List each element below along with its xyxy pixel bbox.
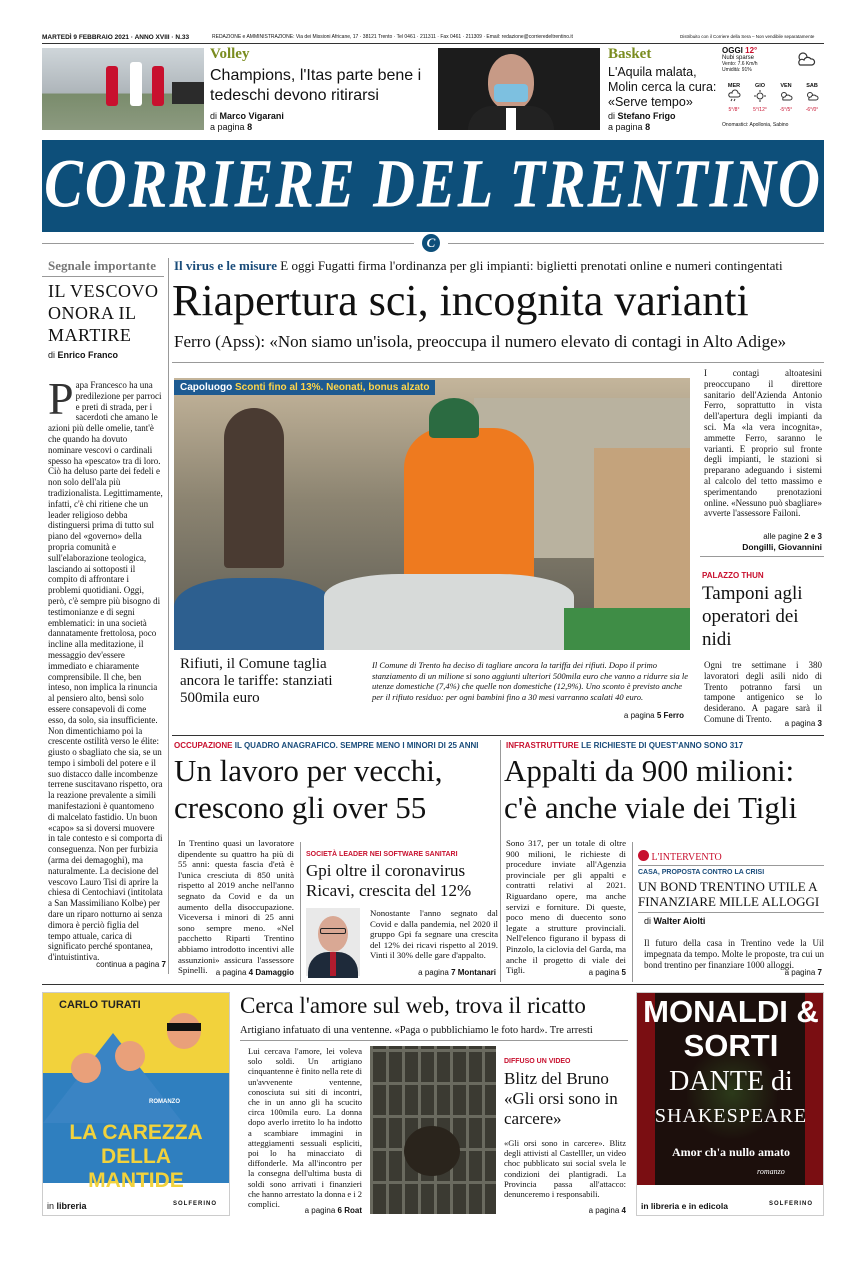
volley-headline[interactable]: Champions, l'Itas parte bene i tedeschi devono ritirarsi [210,67,422,104]
ricatto-text: Lui cercava l'amore, lei voleva solo soldi. Un artigiano cinquantenne è finito nella rete di un'avvenente ventenne, conosciuta sui siti di incontri, che in un anno gli ha scucito circa 100mila euro. La donna dopo averlo irretito lo ha indotto a scambiare immagini in atteggiamenti sessuali espliciti, poi lo ha minacciato di diffonderle. Ma all'incontro per la consegna dell'ultima busta di soldi sono arrivati i finanzieri che hanno arrestato la donna e i 2 complici. [248,1046,362,1210]
gpi-page-ref[interactable]: a pagina 7 Montanari [418,968,496,977]
main-side-text: I contagi altoatesini preoccupano il direttore sanitario dell'Azienda Antonio Ferro, soprattutto in vista dell'apertura degli impianti da sci. Ma «la vera incognita», ammette Ferro, saranno le varianti. E proprio sul fronte degli impianti, le stazioni si preparano adeguando i sistemi al calcolo del tetto massimo e sperimentando prenotazioni online. «Nessuno può sbagliare» avverte l'assessore Failoni. [704,368,822,519]
segnale-body: P apa Francesco ha una predilezione per parroci e preti di strada, per i sacerdoti che amano le azioni più delle omelie, tant'è che quando ha dovuto nominare vescovi o cardinali spesso ha «pescato» tra di loro. Ciò ha deluso parte dei fedeli e non solo dell'ala più tradizionalista. Legittimamente, infatti, c'è chi ritiene che un leader religioso debba distinguersi prima di tutto sul piano del «governo» della propria comunità e sull'elaborazione teologica, lasciando ai sottoposti il compito di affrontare i problemi quotidiani. Oggi, però, c'è sempre più bisogno di testimonianze e di segni emblematici: in una società dannatamente frettolosa, poco incline alla meditazione, il messaggio dev'essere immediato e chiaramente comprensibile. Il che, ben inteso, non implica la rinuncia al pensiero alto, bensì solo essere consapevoli di come esso, da solo, sia insufficiente. Non dimentichiamo poi la crescente ostilità verso le élite: giusto o sbagliato che sia, se un tempo i simboli del potere e il suo distacco dalle incombenze terrene suscitavano rispetto, ora la reazione prevalente a simili manifestazioni è quantomeno di malcelato fastidio. Un buon «capo» sa si doversi muovere in tale contesto e si comporta di conseguenza. Non per furbizia (arma dei demagoghi), ma naturalmente. La decisione del vescovo Lauro Tisi di aprire la chiesa di Centochiavi (intitolata a San Massimiliano Kolbe) per dare un riparo notturno ai senza dimora è perciò figlia del tempo attuale, carica di significato perché spontanea, d'intuistintiva. [48,373,163,963]
intervento-label: L'INTERVENTO [638,850,722,863]
intervento-page-ref[interactable]: a pagina 7 [784,968,822,977]
intervento-icon [638,850,649,861]
main-subhead: Ferro (Apss): «Non siamo un'isola, preoccupa il numero elevato di contagi in Alto Adige» [174,332,787,351]
volley-page-ref: a pagina 8 [210,122,253,132]
weather-box [722,46,824,132]
date-line: MARTEDÌ 9 FEBBRAIO 2021 · ANNO XVIII · N.33 [42,34,190,41]
tamponi-page-ref[interactable]: a pagina 3 [784,719,822,728]
weather-day: GIO 5°/12° [753,83,767,113]
ad-right-footer: in libreria e in edicola [641,1201,728,1211]
ad-left-author: CARLO TURATI [59,999,141,1011]
gpi-text: Nonostante l'anno segnato dal Covid e dalla pandemia, nel 2020 il gruppo Gpi fa segnare una crescita del 12% dei ricavi rispetto al 2019. Vinti il 30% delle gare d'appalto. [370,908,498,961]
sun-icon [753,90,767,102]
bruno-headline[interactable]: Blitz del Bruno «Gli orsi sono in carcere» [504,1069,618,1128]
segnale-title[interactable]: IL VESCOVO ONORA IL MARTIRE [48,281,159,345]
ricatto-subhead: Artigiano infatuato di una ventenne. «Paga o pubblichiamo le foto hard». Tre arresti [240,1025,593,1036]
basket-photo [438,48,600,130]
appalti-page-ref[interactable]: a pagina 5 [588,968,626,977]
basket-byline: di Stefano Frigo [608,111,676,121]
bruno-text: «Gli orsi sono in carcere». Blitz degli attivisti al Castelller, un video choc pubblicato sui social svela le condizioni dei plantigradi. La Provincia passa all'attacco: denunceremo i responsabili. [504,1138,626,1200]
onomastici: Onomastici: Apollonia, Sabino [722,122,789,128]
masthead-title: CORRIERE DEL TRENTINO [44,145,822,222]
photo-page-ref[interactable]: a pagina 5 Ferro [623,711,684,720]
ricatto-page-ref[interactable]: a pagina 6 Roat [304,1206,362,1215]
weather-day: MER 5°/8° [727,83,741,113]
segnale-byline: di Enrico Franco [48,350,119,360]
basket-headline[interactable]: L'Aquila malata, Molin cerca la cura: «Serve tempo» [608,65,717,109]
weather-day: SAB -6°/0° [805,83,819,113]
weather-day: VEN -5°/5° [779,83,793,113]
photo-caption-text: Il Comune di Trento ha deciso di tagliare ancora la tariffa dei rifiuti. Dopo il primo stanziamento di un milione si sono aggiunti ulteriori 500mila euro che vanno a ridurre sia le utenze domestiche (7,4%) che quelle non domestiche (12,9%). Uno sconto è previsto anche per il rifiuto residuo: per ogni bambini fino a 30 mesi varranno scalati 40 euro. [372,660,688,702]
weather-days [722,83,824,113]
ricatto-headline[interactable]: Cerca l'amore sul web, trova il ricatto [240,993,586,1018]
sun-cloud-icon [779,90,793,102]
sun-cloud-icon [805,90,819,102]
segnale-label: Segnale importante [48,258,156,273]
segnale-continue[interactable]: continua a pagina 7 [96,960,166,969]
intervento-kicker: CASA, PROPOSTA CONTRO LA CRISI [638,869,765,876]
ad-left-publisher: SOLFERINO [173,1201,218,1207]
volley-byline: di Marco Vigarani [210,111,284,121]
bruno-photo [370,1046,496,1214]
lavoro-headline[interactable]: Un lavoro per vecchi, crescono gli over 55 [174,753,443,825]
weather-today: OGGI 12° [722,46,758,55]
ad-left[interactable] [42,992,230,1216]
lavoro-kicker: OCCUPAZIONE IL QUADRO ANAGRAFICO. SEMPRE MENO I MINORI DI 25 ANNI [174,741,479,750]
weather-humidity: Umidità: 91% [722,67,752,73]
appalti-kicker: INFRASTRUTTURE LE RICHIESTE DI QUEST'ANNO SONO 317 [506,741,744,750]
ad-right-title-2: SHAKESPEARE [654,1105,808,1127]
main-page-ref[interactable]: alle pagine 2 e 3 [763,532,822,541]
weather-wind: Vento: 7.6 Km/h [722,61,758,67]
main-kicker: Il virus e le misure E oggi Fugatti firma l'ordinanza per gli impianti: biglietti prenotati online e numeri contingentati [174,258,783,273]
gpi-headline[interactable]: Gpi oltre il coronavirus Ricavi, crescita del 12% [306,861,472,900]
bruno-page-ref[interactable]: a pagina 4 [588,1206,626,1215]
intervento-text: Il futuro della casa in Trentino vede la Uil impegnata da tempo. Molte le proposte, tra cui un bond trentino per finanziare 1000 alloggi. [644,938,824,970]
ad-left-title: LA CAREZZA DELLA MANTIDE [69,1121,203,1192]
main-headline[interactable]: Riapertura sci, incognita varianti [172,276,749,325]
photo-story [174,378,690,650]
photo-caption-head[interactable]: Rifiuti, il Comune taglia ancora le tariffe: stanziati 500mila euro [180,656,333,706]
logo-icon: C [422,234,440,252]
ad-right-genre: romanzo [757,1167,785,1176]
address-line: REDAZIONE e AMMINISTRAZIONE: Via dei Missioni Africane, 17 · 38121 Trento · Tel 0461 · 211311 · Fax 0461 · 211309 · Email: redazione@corrieredeltrentino.it [212,34,573,40]
volley-section: Volley [210,46,250,62]
volley-photo [42,48,204,130]
ad-right-publisher: SOLFERINO [769,1201,814,1207]
intervento-headline[interactable]: UN BOND TRENTINO UTILE A FINANZIARE MILLE ALLOGGI [638,879,820,909]
ad-right[interactable] [636,992,824,1216]
ad-left-genre: ROMANZO [149,1099,180,1105]
masthead [42,140,824,232]
main-authors: Dongilli, Giovannini [742,542,822,552]
weather-desc: Nubi sparse [722,55,755,61]
basket-page-ref: a pagina 8 [608,122,651,132]
appalti-text: Sono 317, per un totale di oltre 900 milioni, le richieste di procedure inviate all'Agenzia provinciale per gli appalti e contratti relativi al 2021. Riguardano opere, ma anche servizi e forniture. Di queste, poco meno di duecento sono legate a strutture provinciali. Nell'elenco figurano il bypass di Pinzolo, la ciclovia del Garda, ma anche il progetto di viale dei Tigli. [506,838,626,976]
sun-cloud-icon [794,50,816,68]
intervento-byline: di Walter Aiolti [644,916,706,926]
appalti-headline[interactable]: Appalti da 900 milioni: c'è anche viale dei Tigli [504,753,798,825]
tamponi-kicker: PALAZZO THUN [702,571,764,580]
ad-left-footer: in libreria [47,1201,87,1211]
ad-right-title: DANTE di [669,1066,793,1097]
ad-right-author: MONALDI & SORTI [643,994,819,1063]
tamponi-text: Ogni tre settimane i 380 lavoratori degli asili nido di Trento potranno farsi un tampone antigenico se lo desiderano. A pagare sarà il Comune di Trento. [704,660,822,724]
basket-section: Basket [608,46,652,62]
tamponi-headline[interactable]: Tamponi agli operatori dei nidi [702,583,803,650]
lavoro-page-ref[interactable]: a pagina 4 Damaggio [215,968,294,977]
bruno-kicker: DIFFUSO UN VIDEO [504,1058,571,1065]
distribution-line: Distribuito con il Corriere della Sera – Non vendibile separatamente [680,34,815,39]
rain-cloud-icon [727,90,741,102]
gpi-kicker: SOCIETÀ LEADER NEI SOFTWARE SANITARI [306,851,458,858]
ad-right-subtitle: Amor ch'a nullo amato [671,1145,791,1159]
drop-cap: P [48,373,74,424]
photo-tag: Capoluogo Sconti fino al 13%. Neonati, bonus alzato [174,380,435,395]
gpi-photo [306,908,360,976]
lavoro-text: In Trentino quasi un lavoratore dipendente su quattro ha più di 55 anni: questa fascia d'età è l'unica cresciuta di 850 unità rispetto al 2019 anche nell'anno segnato da Covid e da un aumento della disoccupazione. Viceversa i minori di 25 anni sono sempre meno. «Nel pacchetto Riparti Trentino abbiamo introdotto incentivi alle assunzioni» assicura l'assessore Spinelli. [178,838,294,976]
